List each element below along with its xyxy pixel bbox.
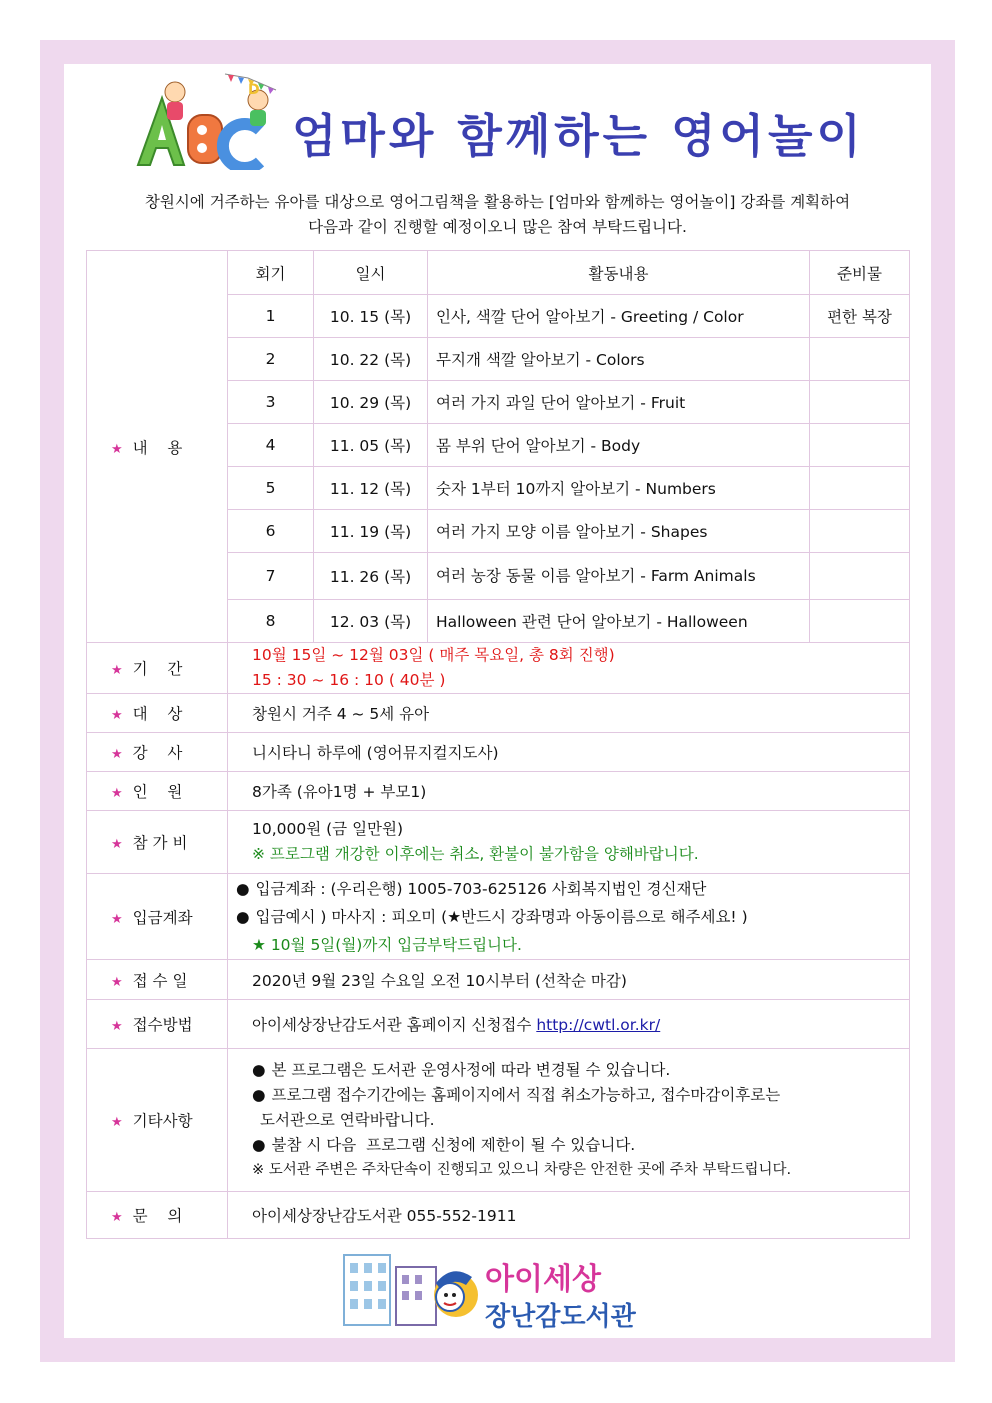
etc-value bbox=[228, 1049, 910, 1192]
star-icon: ★ bbox=[111, 786, 123, 801]
session-prep bbox=[810, 424, 910, 467]
deposit-account: ● 입금계좌 : (우리은행) 1005-703-625126 사회복지법인 경신재단 bbox=[236, 879, 707, 898]
star-icon: ★ bbox=[111, 663, 123, 678]
deposit-value bbox=[228, 874, 910, 960]
label-target: ★ 대 상 bbox=[87, 694, 228, 733]
star-icon: ★ bbox=[111, 911, 123, 927]
session-activity: 여러 가지 과일 단어 알아보기 - Fruit bbox=[428, 381, 810, 424]
bullet-icon: ● bbox=[236, 879, 250, 898]
header bbox=[130, 70, 890, 170]
fee-value bbox=[228, 811, 910, 874]
session-prep bbox=[810, 510, 910, 553]
period-time: 15 : 30 ~ 16 : 10 ( 40분 ) bbox=[252, 671, 446, 689]
contact-value: 아이세상장난감도서관 055-552-1911 bbox=[228, 1192, 910, 1239]
label-capacity: ★ 인 원 bbox=[87, 772, 228, 811]
session-activity: Halloween 관련 단어 알아보기 - Halloween bbox=[428, 600, 810, 643]
bullet-icon: ● bbox=[252, 1060, 266, 1079]
session-prep: 편한 복장 bbox=[810, 295, 910, 338]
session-no: 8 bbox=[228, 600, 314, 643]
session-activity: 여러 가지 모양 이름 알아보기 - Shapes bbox=[428, 510, 810, 553]
bullet-icon: ● bbox=[252, 1135, 266, 1154]
etc-line: ※ 도서관 주변은 주차단속이 진행되고 있으니 차량은 안전한 곳에 주차 부탁드립니다. bbox=[252, 1161, 792, 1178]
logo-line2: 장난감도서관 bbox=[485, 1302, 636, 1332]
session-date: 11. 19 (목) bbox=[314, 510, 428, 553]
star-icon: ★ bbox=[111, 1019, 123, 1034]
label-period: ★ 기 간 bbox=[87, 643, 228, 694]
star-icon: ★ bbox=[111, 1210, 123, 1225]
bullet-icon: ● bbox=[236, 907, 250, 926]
fee-note: ※ 프로그램 개강한 이후에는 취소, 환불이 불가함을 양해바랍니다. bbox=[252, 845, 699, 863]
session-no: 4 bbox=[228, 424, 314, 467]
method-text: 아이세상장난감도서관 홈페이지 신청접수 bbox=[252, 1016, 532, 1034]
session-activity: 몸 부위 단어 알아보기 - Body bbox=[428, 424, 810, 467]
session-activity: 인사, 색깔 단어 알아보기 - Greeting / Color bbox=[428, 295, 810, 338]
etc-line: 도서관으로 연락바랍니다. bbox=[260, 1110, 435, 1129]
session-no: 5 bbox=[228, 467, 314, 510]
section-label-content: ★ 내 용 bbox=[87, 251, 228, 643]
session-date: 11. 05 (목) bbox=[314, 424, 428, 467]
star-icon: ★ bbox=[111, 708, 123, 723]
label-fee: ★ 참 가 비 bbox=[87, 811, 228, 874]
etc-line: ● 프로그램 접수기간에는 홈페이지에서 직접 취소가능하고, 접수마감이후로는 bbox=[252, 1085, 781, 1104]
bullet-icon: ● bbox=[252, 1085, 266, 1104]
homepage-link[interactable]: http://cwtl.or.kr/ bbox=[536, 1016, 661, 1034]
session-prep bbox=[810, 600, 910, 643]
star-icon: ★ bbox=[111, 837, 123, 852]
star-icon: ★ bbox=[111, 974, 123, 990]
session-activity: 숫자 1부터 10까지 알아보기 - Numbers bbox=[428, 467, 810, 510]
session-no: 2 bbox=[228, 338, 314, 381]
star-icon: ★ bbox=[111, 441, 123, 457]
library-logo-graphic bbox=[340, 1245, 650, 1335]
header-prep: 준비물 bbox=[810, 251, 910, 295]
intro-line: 다음과 같이 진행할 예정이오니 많은 참여 부탁드립니다. bbox=[308, 218, 687, 236]
intro-text bbox=[80, 190, 915, 240]
label-deposit: ★ 입금계좌 bbox=[87, 874, 228, 960]
session-prep bbox=[810, 553, 910, 600]
label-reception-date: ★ 접 수 일 bbox=[87, 960, 228, 1000]
session-no: 3 bbox=[228, 381, 314, 424]
session-date: 10. 15 (목) bbox=[314, 295, 428, 338]
session-date: 11. 26 (목) bbox=[314, 553, 428, 600]
session-prep bbox=[810, 467, 910, 510]
header-date: 일시 bbox=[314, 251, 428, 295]
method-value bbox=[228, 1000, 910, 1049]
session-prep bbox=[810, 338, 910, 381]
session-no: 7 bbox=[228, 553, 314, 600]
header-session: 회기 bbox=[228, 251, 314, 295]
abc-kids-illustration bbox=[130, 70, 280, 170]
etc-line: ● 본 프로그램은 도서관 운영사정에 따라 변경될 수 있습니다. bbox=[252, 1060, 671, 1079]
library-logo bbox=[340, 1245, 650, 1335]
intro-line: 창원시에 거주하는 유아를 대상으로 영어그림책을 활용하는 [엄마와 함께하는 영어놀이] 강좌를 계획하여 bbox=[144, 193, 851, 211]
label-method: ★ 접수방법 bbox=[87, 1000, 228, 1049]
etc-line: ● 불참 시 다음 프로그램 신청에 제한이 될 수 있습니다. bbox=[252, 1135, 636, 1154]
fee-amount: 10,000원 (금 일만원) bbox=[252, 820, 404, 838]
session-date: 11. 12 (목) bbox=[314, 467, 428, 510]
deposit-example: ● 입금예시 ) 마사지 : 피오미 (★반드시 강좌명과 아동이름으로 해주세요! ) bbox=[236, 907, 748, 926]
label-etc: ★ 기타사항 bbox=[87, 1049, 228, 1192]
deposit-deadline: ★ 10월 5일(월)까지 입금부탁드립니다. bbox=[252, 935, 522, 954]
session-no: 6 bbox=[228, 510, 314, 553]
star-icon: ★ bbox=[111, 747, 123, 762]
session-date: 10. 22 (목) bbox=[314, 338, 428, 381]
session-date: 10. 29 (목) bbox=[314, 381, 428, 424]
target-value: 창원시 거주 4 ~ 5세 유아 bbox=[228, 694, 910, 733]
instructor-value: 니시타니 하루에 (영어뮤지컬지도사) bbox=[228, 733, 910, 772]
session-date: 12. 03 (목) bbox=[314, 600, 428, 643]
svg-text:D: D bbox=[248, 82, 260, 98]
logo-line1: 아이세상 bbox=[485, 1262, 601, 1297]
page-title: 엄마와 함께하는 영어놀이 bbox=[292, 109, 865, 163]
capacity-value: 8가족 (유아1명 + 부모1) bbox=[228, 772, 910, 811]
period-dates: 10월 15일 ~ 12월 03일 ( 매주 목요일, 총 8회 진행) bbox=[252, 646, 615, 664]
session-activity: 여러 농장 동물 이름 알아보기 - Farm Animals bbox=[428, 553, 810, 600]
star-icon: ★ bbox=[111, 1115, 123, 1130]
period-value bbox=[228, 643, 910, 694]
label-contact: ★ 문 의 bbox=[87, 1192, 228, 1239]
header-activity: 활동내용 bbox=[428, 251, 810, 295]
session-no: 1 bbox=[228, 295, 314, 338]
session-prep bbox=[810, 381, 910, 424]
program-table bbox=[86, 250, 910, 1239]
label-instructor: ★ 강 사 bbox=[87, 733, 228, 772]
reception-date-value: 2020년 9월 23일 수요일 오전 10시부터 (선착순 마감) bbox=[228, 960, 910, 1000]
session-activity: 무지개 색깔 알아보기 - Colors bbox=[428, 338, 810, 381]
